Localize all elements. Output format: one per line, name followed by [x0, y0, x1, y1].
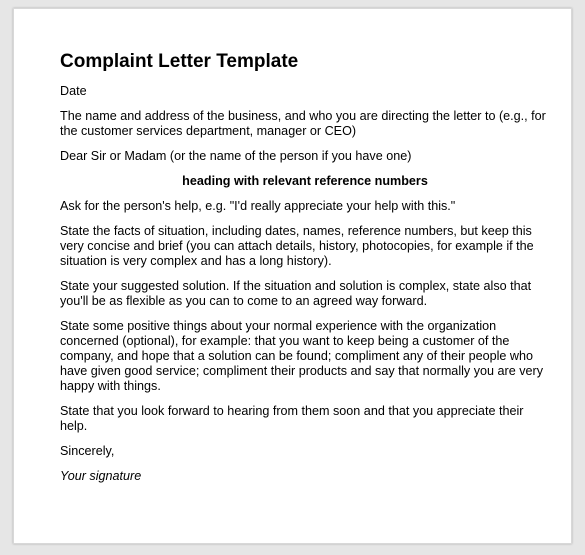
- salutation: Dear Sir or Madam (or the name of the person if you have one): [60, 149, 412, 163]
- solution-paragraph: State your suggested solution. If the situation and solution is complex, state also that you'll be as flexible as you can to come to an agreed way forward.: [60, 279, 532, 308]
- signature: Your signature: [60, 469, 142, 483]
- address-paragraph: The name and address of the business, and who you are directing the letter to (e.g., for the customer services department, manager or CEO): [60, 109, 546, 138]
- closing-paragraph: State that you look forward to hearing from them soon and that you appreciate their help.: [60, 404, 524, 433]
- positive-paragraph: State some positive things about your normal experience with the organization concerned (optional), for example: that you want to keep being a customer of the company, and hope that a solution can be found; compliment any of their people who have given good service; compliment their products and say that normally you are very happy with things.: [60, 319, 544, 393]
- date-line: Date: [60, 84, 87, 98]
- reference-heading: heading with relevant reference numbers: [182, 174, 428, 188]
- document-page: [13, 8, 572, 544]
- ask-help-paragraph: Ask for the person's help, e.g. "I'd really appreciate your help with this.": [60, 199, 456, 213]
- letter-content: [60, 51, 550, 494]
- sign-off: Sincerely,: [60, 444, 115, 458]
- document-title: Complaint Letter Template: [60, 51, 299, 72]
- facts-paragraph: State the facts of situation, including dates, names, reference numbers, but keep this very concise and brief (you can attach details, history, photocopies, for example if the situation is very complex and has a long history).: [60, 224, 534, 268]
